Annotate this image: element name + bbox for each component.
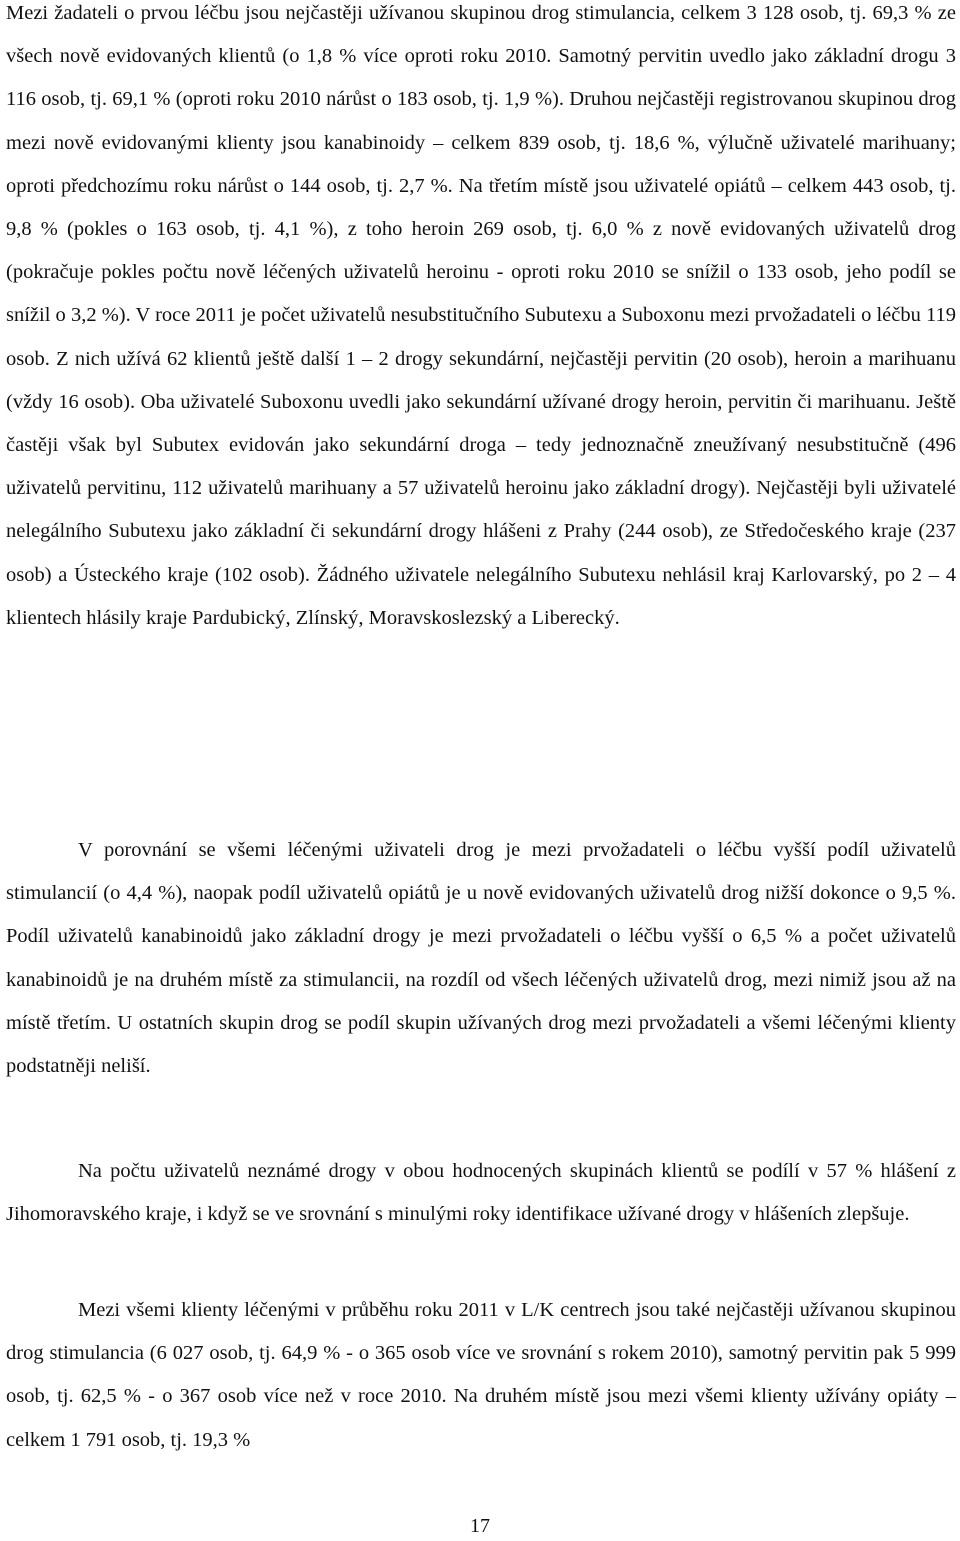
page-number: 17 — [470, 1515, 490, 1537]
paragraph-first-time-applicants: Mezi žadateli o prvou léčbu jsou nejčastěji užívanou skupinou drog stimulancia, celkem 3 128 osob, tj. 69,3 % ze všech nově evidovaných klientů (o 1,8 % více oproti roku 2010. Samotný pervitin uvedlo jako základní drogu 3 116 osob, tj. 69,1 % (oproti roku 2010 nárůst o 183 osob, tj. 1,9 %). Druhou nejčastěji registrovanou skupinou drog mezi nově evidovanými klienty jsou kanabinoidy – celkem 839 osob, tj. 18,6 %, výlučně uživatelé marihuany; oproti předchozímu roku nárůst o 144 osob, tj. 2,7 %. Na třetím místě jsou uživatelé opiátů – celkem 443 osob, tj. 9,8 % (pokles o 163 osob, tj. 4,1 %), z toho heroin 269 osob, tj. 6,0 % z nově evidovaných uživatelů drog (pokračuje pokles počtu nově léčených uživatelů heroinu - oproti roku 2010 se snížil o 133 osob, jeho podíl se snížil o 3,2 %). V roce 2011 je počet uživatelů nesubstitučního Subutexu a Suboxonu mezi prvožadateli o léčbu 119 osob. Z nich užívá 62 klientů ještě další 1 – 2 drogy sekundární, nejčastěji pervitin (20 osob), heroin a marihuanu (vždy 16 osob). Oba uživatelé Suboxonu uvedli jako sekundární užívané drogy heroin, pervitin či marihuanu. Ještě častěji však byl Subutex evidován jako sekundární droga – tedy jednoznačně zneužívaný nesubstitučně (496 uživatelů pervitinu, 112 uživatelů marihuany a 57 uživatelů heroinu jako základní drogy). Nejčastěji byli uživatelé nelegálního Subutexu jako základní či sekundární drogy hlášeni z Prahy (244 osob), ze Středočeského kraje (237 osob) a Ústeckého kraje (102 osob). Žádného uživatele nelegálního Subutexu nehlásil kraj Karlovarský, po 2 – 4 klientech hlásily kraje Pardubický, Zlínský, Moravskoslezský a Liberecký. — [6, 2, 956, 629]
paragraph-comparison-all-treated: V porovnání se všemi léčenými uživateli drog je mezi prvožadateli o léčbu vyšší podíl uživatelů stimulancií (o 4,4 %), naopak podíl uživatelů opiátů je u nově evidovaných uživatelů drog nižší dokonce o 9,5 %. Podíl uživatelů kanabinoidů jako základní drogy je mezi prvožadateli o léčbu vyšší o 6,5 % a počet uživatelů kanabinoidů je na druhém místě za stimulancii, na rozdíl od všech léčených uživatelů drog, mezi nimiž jsou až na místě třetím. U ostatních skupin drog se podíl skupin užívaných drog mezi prvožadateli a všemi léčenými klienty podstatněji neliší. — [6, 839, 956, 1078]
paragraph-unknown-drug-users: Na počtu uživatelů neznámé drogy v obou hodnocených skupinách klientů se podílí v 57 % hlášení z Jihomoravského kraje, i když se ve srovnání s minulými roky identifikace užívané drogy v hlášeních zlepšuje. — [6, 1160, 956, 1226]
paragraph-all-clients-2011: Mezi všemi klienty léčenými v průběhu roku 2011 v L/K centrech jsou také nejčastěji užívanou skupinou drog stimulancia (6 027 osob, tj. 64,9 % - o 365 osob více ve srovnání s rokem 2010), samotný pervitin pak 5 999 osob, tj. 62,5 % - o 367 osob více než v roce 2010. Na druhém místě jsou mezi všemi klienty užívány opiáty – celkem 1 791 osob, tj. 19,3 % — [6, 1299, 956, 1451]
